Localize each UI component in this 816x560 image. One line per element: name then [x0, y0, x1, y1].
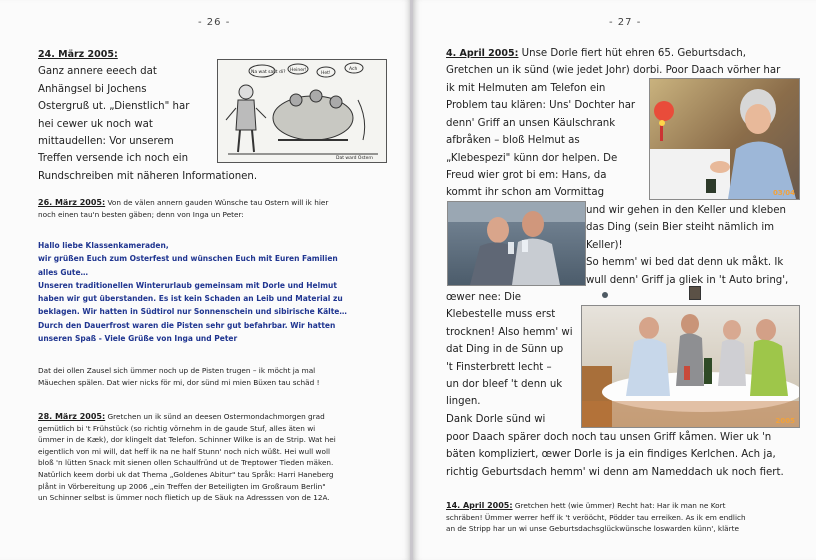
text-line: ümmer in de Kæk), dor klingelt dat Telefon. Schinner Wilke is an de Strip. Wat hei [38, 435, 336, 445]
right-page [413, 0, 816, 560]
text-line: noch einen tau'n besten gäben; denn von Inga un Peter: [38, 209, 244, 219]
text-block-bottom [446, 429, 784, 481]
text-line: das Ding (sein Bier steiht nämlich im [586, 222, 775, 234]
speech-text: Na wat sallt di? [251, 70, 286, 75]
text-line: un dor bleef 't denn uk [446, 379, 563, 391]
text-line: Problem tau klären: Uns' Dochter har [446, 100, 636, 112]
page-number-left: - 26 - [198, 17, 231, 28]
text-line: trocknen! Also hemm' wi [446, 326, 573, 338]
letter-line: unseren Spaß - Viele Grüße von Inga und Peter [38, 334, 238, 344]
text-line: œwer nee: Die [446, 292, 522, 303]
entry-28-maerz [38, 411, 336, 504]
text-line: Gretchen un ik sünd (wie jedet Johr) dorbi. Poor Daach vörher har [446, 65, 781, 77]
small-photo-icon [689, 286, 701, 300]
cartoon-drawing [218, 60, 386, 162]
text-line: plånt in Vörbereitung up 2006 „ein Treffen der Beteiligten im Großraum Berlin" [38, 481, 326, 491]
text-line: So hemm' wi bed dat denn uk måkt. Ik [586, 257, 784, 269]
photo-date-stamp: 03/04 [772, 189, 795, 197]
comment-paragraph [38, 365, 320, 388]
text-line: un Schinner selbst is ümmer noch flietich up de Säuk na Adresssen von de 12A. [38, 493, 330, 503]
speech-text: Ach [349, 67, 358, 72]
easter-cartoon [217, 59, 387, 163]
text-line: bäten kompliziert, œwer Dorle is ja ein findiges Kerlchen. Ach ja, [446, 449, 776, 461]
letter-line: Unseren traditionellen Winterurlaub gemeinsam mit Dorle und Helmut [38, 280, 337, 290]
text-line: 't Finsterbrett lecht – [446, 361, 552, 373]
entry-26-maerz [38, 197, 328, 220]
text-line: Keller)! [586, 239, 623, 251]
text-line: hei cewer uk noch wat [38, 118, 153, 130]
text-line: bloß 'n lütten Snack mit sienen ollen Schaulfründ ut de Treptower Tieden mäken. [38, 458, 334, 468]
text-line: Freud wier grot bi em: Hans, da [446, 170, 607, 182]
text-line: Rundschreiben mit näheren Informationen. [38, 170, 258, 182]
text-line: Anhängsel bi Jochens [38, 83, 147, 95]
text-line: mittaudellen: Vor unserem [38, 136, 174, 148]
toast-photo [447, 201, 586, 286]
letter-line: alles Gute… [38, 267, 89, 277]
text-block-wrap-b [586, 202, 788, 289]
text-block-wrap-a [446, 80, 635, 202]
speech-text: Heiner! [290, 68, 307, 73]
photo-scene [448, 202, 585, 285]
birthday-photo [649, 78, 800, 200]
text-line: Ganz annere eeech dat [38, 66, 157, 78]
text-line: und wir gehen in den Keller und kleben [586, 205, 786, 216]
date-heading: 28. März 2005: [38, 412, 106, 421]
text-line: dat Ding in de Sünn up [446, 344, 564, 356]
text-line: schräben! Ümmer werrer heff ik 't verööcht, Pödder tau erreiken. As ik em endlich [446, 512, 746, 522]
text-line: Dat dei ollen Zausel sich ümmer noch up de Pisten trugen – ik möcht ja mal [38, 366, 316, 375]
text-line: Dank Dorle sünd wi [446, 413, 546, 425]
date-heading: 4. April 2005: [446, 48, 519, 59]
entry-14-april [446, 500, 746, 535]
date-heading: 14. April 2005: [446, 501, 513, 510]
cartoon-caption: Dat ward Ostern [336, 156, 373, 161]
photo-date-stamp: 2005 [775, 417, 795, 425]
text-line: denn' Griff an unsen Käulschrank [446, 117, 616, 129]
text-line: afbråken – bloß Helmut as [446, 135, 580, 147]
text-line: gemütlich bi 't Frühstück (so richtig vörnehm in de gaude Stuf, alles äten wi [38, 423, 316, 433]
text-line: wull denn' Griff ja gliek in 't Auto bring', [586, 274, 789, 286]
letter-line: wir grüßen Euch zum Osterfest und wünschen Euch mit Euren Familien [38, 254, 338, 264]
group-table-photo [581, 305, 800, 428]
text-line: poor Daach spärer doch noch tau unsen Griff kåmen. Wier uk 'n [446, 432, 772, 443]
text-line: ik mit Helmuten am Telefon ein [446, 83, 606, 94]
letter-line: Hallo liebe Klassenkameraden, [38, 241, 169, 250]
letter-line: beklagen. Wir hatten in Südtirol nur Sonnenschein und sibirische Kälte… [38, 307, 347, 317]
letter-line: Durch den Dauerfrost waren die Pisten sehr gut befahrbar. Wir hatten [38, 320, 336, 330]
text-line: Ostergruß ut. „Dienstlich" har [38, 101, 190, 113]
text-line: Gretchen hett (wie ümmer) Recht hat: Har ik man ne Kort [512, 501, 726, 510]
entry-4-april-head [446, 45, 780, 80]
text-block-wrap-c [446, 289, 573, 428]
text-line: Mäuechen spälen. Dat wier nicks för mi, dor sünd mi mien Büxen tau schäd ! [38, 377, 320, 387]
text-line: Klebestelle muss erst [446, 309, 556, 321]
photo-scene [650, 79, 799, 199]
text-line: eigentlich von mi will, dat heff ik na ne half Stunn' noch nich wüßt. Hei wull woll [38, 446, 330, 456]
date-heading: 24. März 2005: [38, 49, 118, 60]
text-line: richtig Geburtsdach hemm' wi denn am Nameddach uk noch fiert. [446, 466, 784, 478]
photo-scene [582, 306, 799, 427]
date-heading: 26. März 2005: [38, 198, 106, 207]
speech-text: Het! [321, 71, 331, 76]
text-line: „Klebespezi" künn dor helpen. De [446, 152, 618, 164]
text-line: Gretchen un ik sünd an deesen Ostermondachmorgen grad [105, 412, 325, 421]
letter-line: haben wir gut überstanden. Es ist kein Schaden an Leib und Material zu [38, 294, 343, 304]
quoted-easter-letter [38, 239, 347, 345]
text-line: an de Stripp har un wi unse Geburtsdachsglückwünsche loswarden künn', klärte [446, 524, 739, 534]
text-line: lingen. [446, 396, 481, 408]
text-line: Unse Dorle fiert hüt ehren 65. Geburtsdach, [518, 48, 746, 59]
page-number-right: - 27 - [609, 17, 642, 28]
text-line: Von de välen annern gauden Wünsche tau Ostern will ik hier [105, 198, 329, 207]
text-line: Treffen versende ich noch ein [38, 153, 189, 165]
text-line: Natürlich keem dorbi uk dat Thema „Goldenes Abitur" tau Språk: Harri Haneberg [38, 469, 334, 479]
text-line: kommt ihr schon am Vormittag [446, 187, 605, 199]
